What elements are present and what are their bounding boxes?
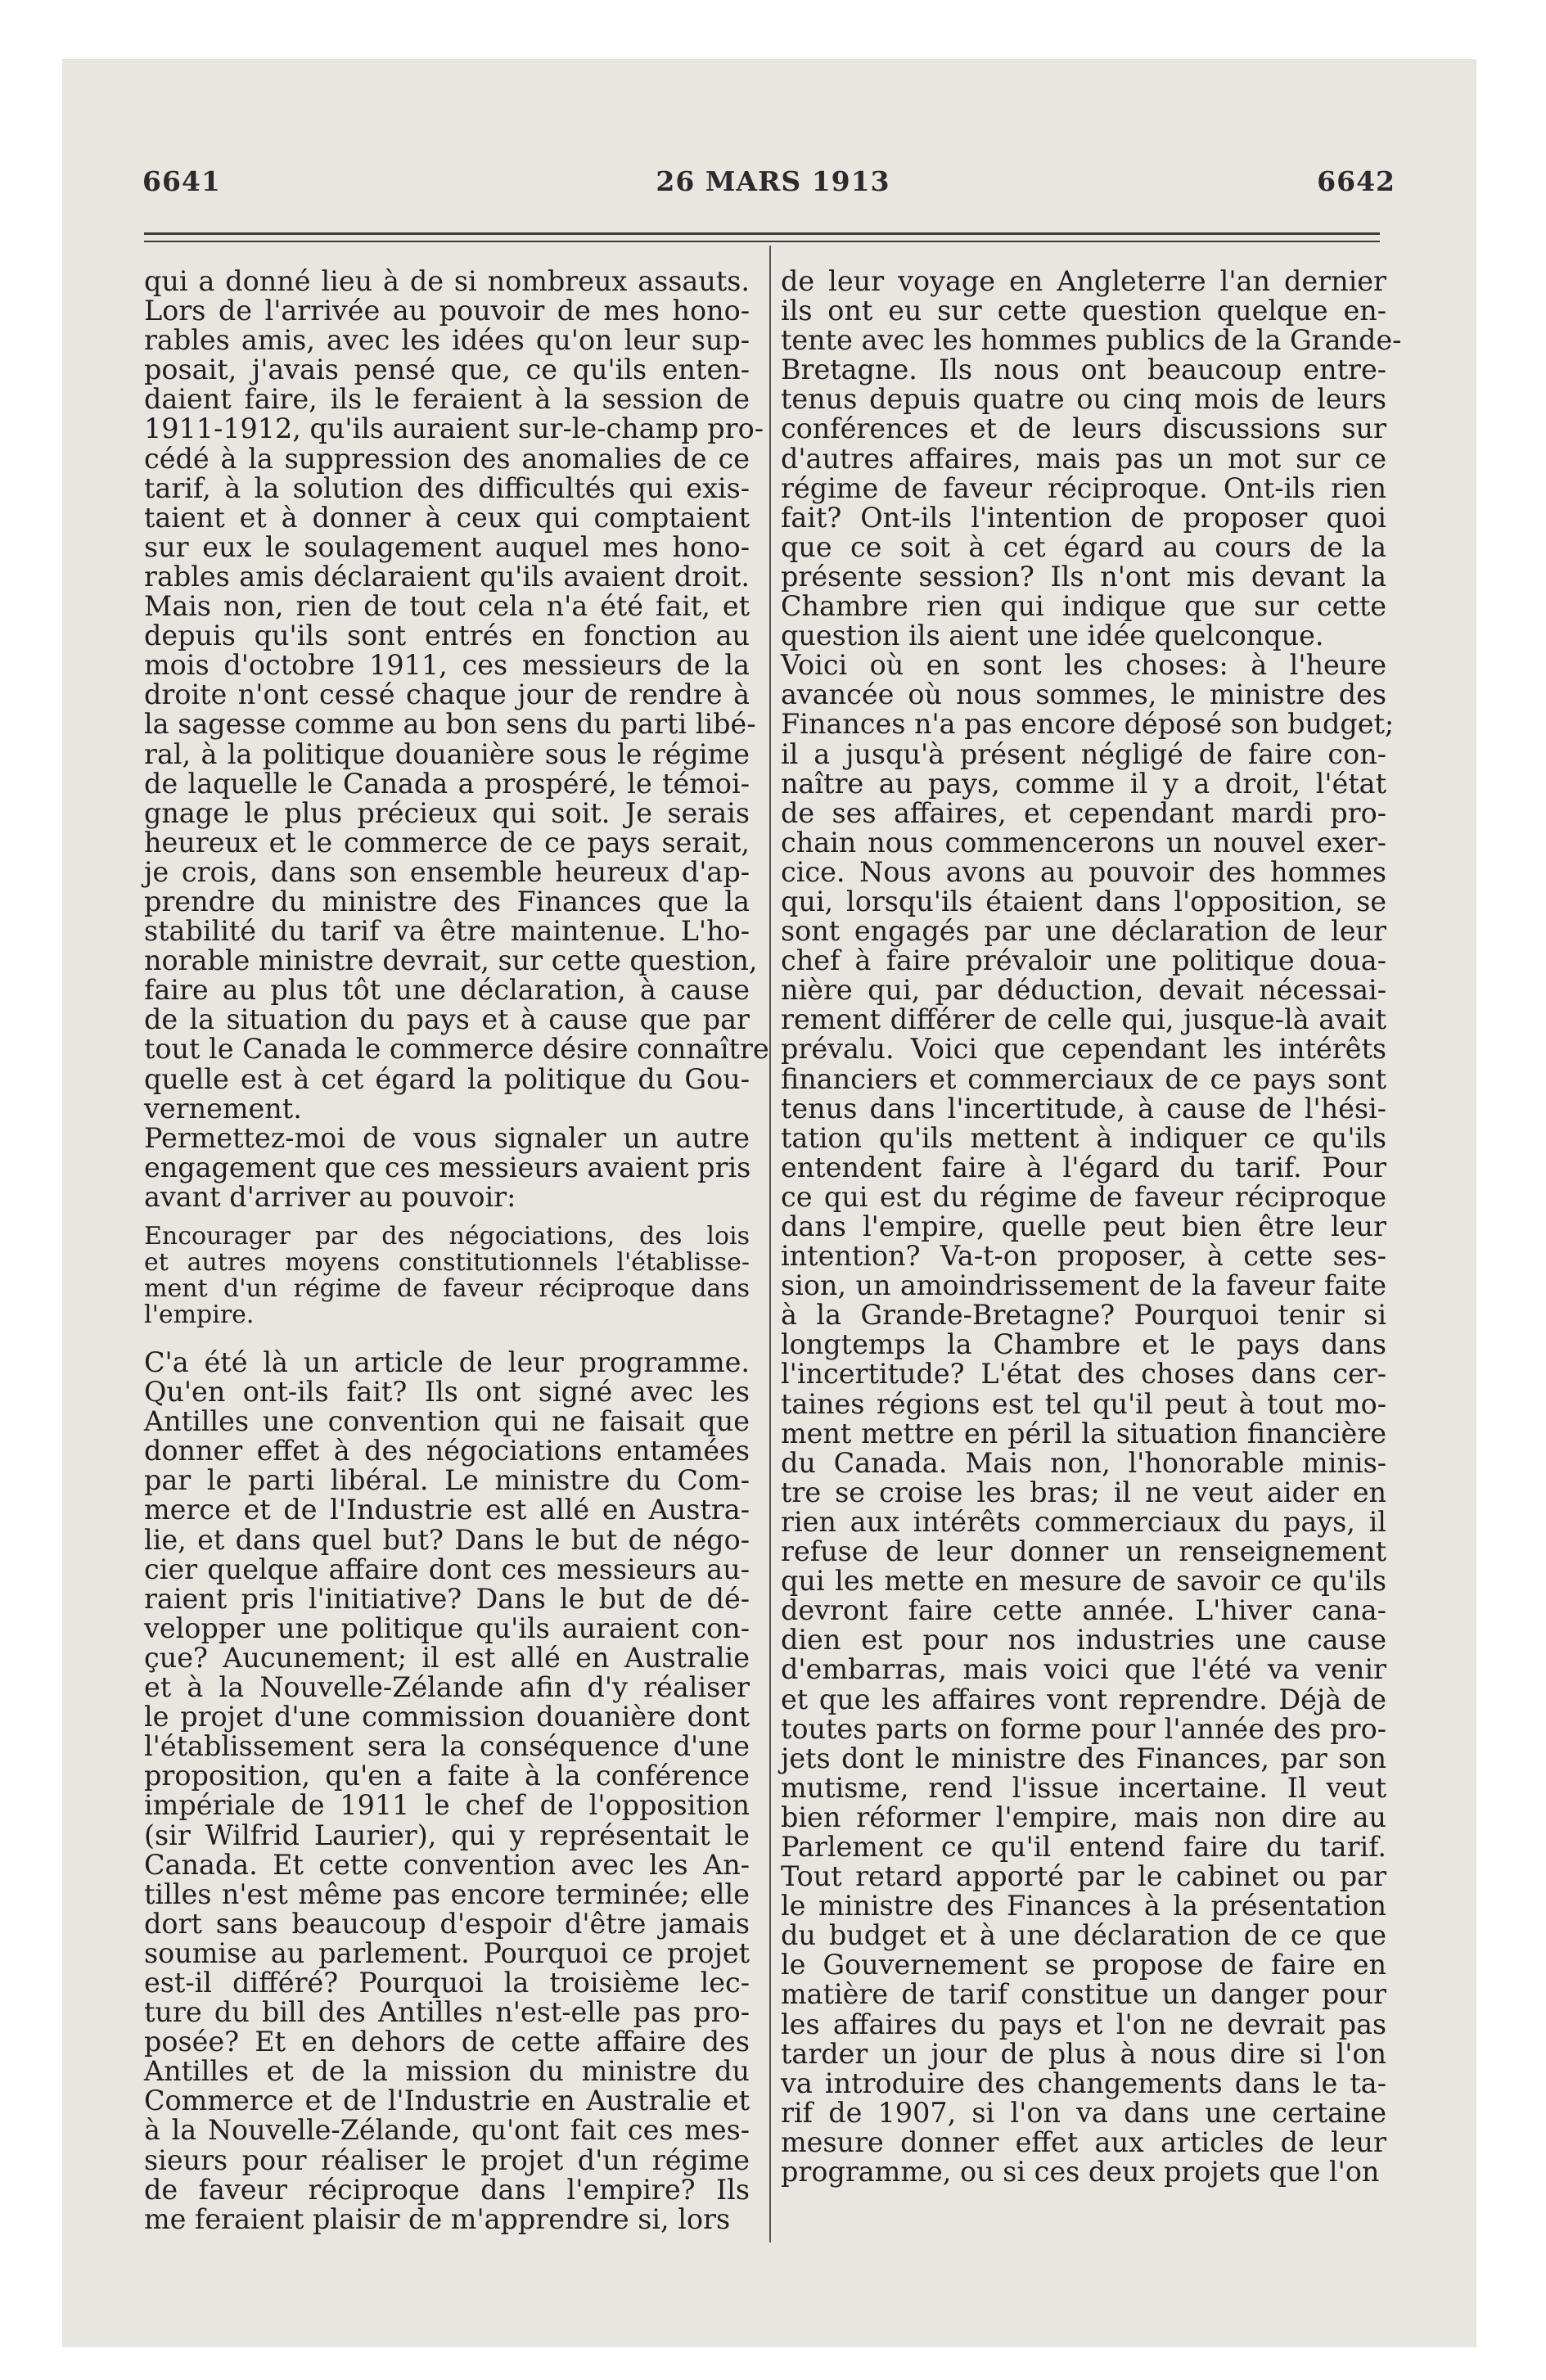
text-line: et autres moyens constitutionnels l'établisse- (144, 1248, 750, 1277)
text-line: Chambre rien qui indique que sur cette (781, 590, 1386, 623)
text-line: tilles n'est même pas encore terminée; elle (144, 1877, 750, 1910)
text-line: du budget et à une déclaration de ce que (781, 1919, 1386, 1952)
text-line: vernement. (144, 1092, 302, 1125)
text-line: posait, j'avais pensé que, ce qu'ils enten- (144, 354, 750, 386)
text-line: norable ministre devrait, sur cette question, (144, 944, 758, 977)
text-line: qui les mette en mesure de savoir ce qu'ils (781, 1565, 1386, 1598)
left-column-body-continued (144, 1348, 750, 2234)
text-line: par le parti libéral. Le ministre du Com- (144, 1464, 750, 1497)
text-line: financiers et commerciaux de ce pays sont (781, 1062, 1386, 1095)
text-line: et à la Nouvelle-Zélande afin d'y réaliser (144, 1671, 750, 1704)
text-line: refuse de leur donner un renseignement (781, 1535, 1386, 1568)
text-line: Parlement ce qu'il entend faire du tarif. (781, 1830, 1386, 1863)
text-line: merce et de l'Industrie est allé en Austra- (144, 1494, 750, 1526)
text-line: tout le Canada le commerce désire connaître (144, 1033, 769, 1066)
text-line: rables amis, avec les idées qu'on leur sup- (144, 324, 750, 357)
text-line: soumise au parlement. Pourquoi ce projet (144, 1936, 750, 1969)
text-line: mois d'octobre 1911, ces messieurs de la (144, 649, 750, 682)
text-line: question ils aient une idée quelconque. (781, 620, 1324, 652)
text-line: velopper une politique qu'ils auraient con- (144, 1611, 750, 1644)
text-line: lie, et dans quel but? Dans le but de négo- (144, 1523, 750, 1556)
text-line: tenus depuis quatre ou cinq mois de leurs (781, 383, 1386, 416)
text-line: daient faire, ils le feraient à la session de (144, 383, 750, 416)
text-line: entendent faire à l'égard du tarif. Pour (781, 1151, 1386, 1183)
header-rule-thin (144, 241, 1380, 242)
text-line: mutisme, rend l'issue incertaine. Il veut (781, 1771, 1386, 1804)
text-line: je crois, dans son ensemble heureux d'ap- (144, 855, 750, 888)
text-line: tarder un jour de plus à nous dire si l'on (781, 2037, 1386, 2070)
text-line: proposition, qu'en a faite à la conférence (144, 1760, 750, 1792)
text-line: l'empire. (144, 1300, 255, 1329)
text-line: Qu'en ont-ils fait? Ils ont signé avec les (144, 1376, 750, 1409)
text-line: sont engagés par une déclaration de leur (781, 915, 1386, 948)
text-line: Antilles une convention qui ne faisait que (144, 1405, 750, 1438)
text-line: droite n'ont cessé chaque jour de rendre à (144, 678, 750, 711)
text-line: avant d'arriver au pouvoir: (144, 1180, 516, 1213)
text-line: tre se croise les bras; il ne veut aider en (781, 1476, 1386, 1508)
text-line: ral, à la politique douanière sous le régime (144, 737, 750, 770)
text-line: cice. Nous avons au pouvoir des hommes (781, 855, 1386, 888)
text-line: présente session? Ils n'ont mis devant la (781, 560, 1386, 593)
text-line: chain nous commencerons un nouvel exer- (781, 826, 1386, 859)
text-line: ils ont eu sur cette question quelque en- (781, 295, 1386, 327)
text-line: l'établissement sera la conséquence d'une (144, 1730, 750, 1763)
text-line: rement différer de celle qui, jusque-là avait (781, 1003, 1386, 1036)
right-column-body (781, 265, 1402, 2188)
text-line: faire au plus tôt une déclaration, à cause (144, 974, 750, 1007)
left-column (144, 265, 769, 2235)
text-line: donner effet à des négociations entamées (144, 1435, 750, 1467)
text-line: le projet d'une commission douanière dont (144, 1701, 750, 1733)
text-line: quelle est à cet égard la politique du Gou- (144, 1062, 750, 1095)
text-line: Mais non, rien de tout cela n'a été fait, et (144, 590, 750, 623)
text-line: Antilles et de la mission du ministre du (144, 2055, 750, 2088)
text-line: Encourager par des négociations, des lois (144, 1222, 750, 1251)
text-line: heureux et le commerce de ce pays serait, (144, 826, 750, 859)
text-line: tation qu'ils mettent à indiquer ce qu'ils (781, 1121, 1386, 1154)
text-line: qui, lorsqu'ils étaient dans l'opposition, se (781, 885, 1386, 917)
text-line: dans l'empire, quelle peut bien être leur (781, 1210, 1386, 1242)
text-line: qui a donné lieu à de si nombreux assauts. (144, 265, 750, 297)
text-line: engagement que ces messieurs avaient pris (144, 1151, 751, 1183)
page-number-left: 6641 (142, 165, 221, 197)
text-line: toutes parts on forme pour l'année des pro- (781, 1712, 1386, 1745)
text-line: de laquelle le Canada a prospéré, le témoi- (144, 767, 750, 800)
text-line: rien aux intérêts commerciaux du pays, il (781, 1505, 1386, 1538)
text-line: mesure donner effet aux articles de leur (781, 2125, 1386, 2158)
text-line: gnage le plus précieux qui soit. Je serais (144, 796, 750, 829)
text-line: Bretagne. Ils nous ont beaucoup entre- (781, 354, 1386, 386)
text-line: devront faire cette année. L'hiver cana- (781, 1594, 1386, 1627)
text-line: sieurs pour réaliser le projet d'un régime (144, 2143, 750, 2176)
text-line: taines régions est tel qu'il peut à tout mo- (781, 1387, 1386, 1420)
text-line: dort sans beaucoup d'espoir d'être jamais (144, 1907, 750, 1940)
quoted-passage (144, 1224, 750, 1328)
text-line: intention? Va-t-on proposer, à cette ses- (781, 1240, 1386, 1273)
text-line: les affaires du pays et l'on ne devrait pas (781, 2008, 1386, 2040)
text-line: d'embarras, mais voici que l'été va venir (781, 1653, 1386, 1686)
text-line: matière de tarif constitue un danger pour (781, 1978, 1386, 2011)
header-rule (144, 232, 1380, 235)
text-line: va introduire des changements dans le ta- (781, 2067, 1386, 2099)
text-line: rif de 1907, si l'on va dans une certaine (781, 2096, 1386, 2129)
text-line: cédé à la suppression des anomalies de ce (144, 442, 750, 475)
text-line: longtemps la Chambre et le pays dans (781, 1328, 1386, 1361)
page-number-right: 6642 (1317, 165, 1395, 197)
text-line: tenus dans l'incertitude, à cause de l'hési- (781, 1092, 1386, 1125)
text-line: la sagesse comme au bon sens du parti libé- (144, 708, 756, 741)
text-line: chef à faire prévaloir une politique doua- (781, 944, 1386, 977)
text-line: d'autres affaires, mais pas un mot sur ce (781, 442, 1386, 475)
page-date: 26 MARS 1913 (656, 165, 890, 197)
text-line: taient et à donner à ceux qui comptaient (144, 501, 750, 534)
left-column-body (144, 265, 769, 1213)
text-line: il a jusqu'à présent négligé de faire con- (781, 737, 1386, 770)
text-line: nière qui, par déduction, devait nécessai- (781, 974, 1386, 1007)
text-line: que ce soit à cet égard au cours de la (781, 530, 1386, 563)
text-line: 1911-1912, qu'ils auraient sur-le-champ pro- (144, 412, 764, 445)
text-line: rables amis déclaraient qu'ils avaient droit. (144, 560, 750, 593)
column-divider (769, 246, 771, 2243)
text-line: sion, un amoindrissement de la faveur faite (781, 1269, 1386, 1302)
right-column (781, 265, 1402, 2188)
text-line: le ministre des Finances à la présentation (781, 1890, 1386, 1922)
text-line: tarif, à la solution des difficultés qui exis- (144, 471, 750, 504)
text-line: Tout retard apporté par le cabinet ou par (781, 1860, 1386, 1893)
text-line: cier quelque affaire dont ces messieurs au- (144, 1553, 750, 1585)
text-line: Commerce et de l'Industrie en Australie et (144, 2085, 750, 2117)
text-line: stabilité du tarif va être maintenue. L'ho- (144, 915, 750, 948)
text-line: Permettez-moi de vous signaler un autre (144, 1121, 750, 1154)
text-line: de ses affaires, et cependant mardi pro- (781, 796, 1386, 829)
text-line: régime de faveur réciproque. Ont-ils rien (781, 471, 1386, 504)
text-line: jets dont le ministre des Finances, par son (781, 1742, 1386, 1774)
text-line: prévalu. Voici que cependant les intérêts (781, 1033, 1386, 1066)
text-line: ment d'un régime de faveur réciproque dans (144, 1274, 750, 1303)
text-line: prendre du ministre des Finances que la (144, 885, 750, 917)
text-line: dien est pour nos industries une cause (781, 1624, 1386, 1657)
text-line: Voici où en sont les choses: à l'heure (781, 649, 1386, 682)
text-line: Canada. Et cette convention avec les An- (144, 1848, 750, 1881)
text-line: tente avec les hommes publics de la Grande- (781, 324, 1402, 357)
text-line: (sir Wilfrid Laurier), qui y représentait le (144, 1819, 750, 1851)
text-line: fait? Ont-ils l'intention de proposer quoi (781, 501, 1386, 534)
text-line: me feraient plaisir de m'apprendre si, lors (144, 2202, 731, 2235)
text-line: de leur voyage en Angleterre l'an dernier (781, 265, 1386, 297)
text-line: C'a été là un article de leur programme. (144, 1346, 750, 1378)
text-line: de la situation du pays et à cause que par (144, 1003, 750, 1036)
text-line: ture du bill des Antilles n'est-elle pas pro- (144, 1996, 750, 2029)
text-line: l'incertitude? L'état des choses dans cer- (781, 1358, 1386, 1391)
text-line: de faveur réciproque dans l'empire? Ils (144, 2173, 750, 2206)
text-line: le Gouvernement se propose de faire en (781, 1949, 1386, 1981)
text-line: Lors de l'arrivée au pouvoir de mes hono- (144, 295, 750, 327)
text-line: depuis qu'ils sont entrés en fonction au (144, 620, 750, 652)
text-line: bien réformer l'empire, mais non dire au (781, 1801, 1386, 1833)
text-line: avancée où nous sommes, le ministre des (781, 678, 1386, 711)
text-line: naître au pays, comme il y a droit, l'état (781, 767, 1386, 800)
text-line: programme, ou si ces deux projets que l'on (781, 2156, 1380, 2188)
text-line: conférences et de leurs discussions sur (781, 412, 1386, 445)
text-line: à la Nouvelle-Zélande, qu'ont fait ces mes- (144, 2114, 750, 2147)
text-line: est-il différé? Pourquoi la troisième lec- (144, 1966, 750, 1999)
text-line: raient pris l'initiative? Dans le but de dé- (144, 1582, 750, 1615)
text-line: du Canada. Mais non, l'honorable minis- (781, 1446, 1386, 1479)
text-line: impériale de 1911 le chef de l'opposition (144, 1789, 750, 1822)
text-line: à la Grande-Bretagne? Pourquoi tenir si (781, 1299, 1386, 1332)
text-line: ment mettre en péril la situation financière (781, 1417, 1386, 1449)
spacer (144, 1328, 750, 1348)
text-line: posée? Et en dehors de cette affaire des (144, 2026, 750, 2058)
text-line: Finances n'a pas encore déposé son budget; (781, 708, 1395, 741)
text-line: çue? Aucunement; il est allé en Australie (144, 1641, 750, 1674)
text-line: ce qui est du régime de faveur réciproque (781, 1180, 1386, 1213)
text-line: sur eux le soulagement auquel mes hono- (144, 530, 750, 563)
text-line: et que les affaires vont reprendre. Déjà de (781, 1683, 1386, 1715)
